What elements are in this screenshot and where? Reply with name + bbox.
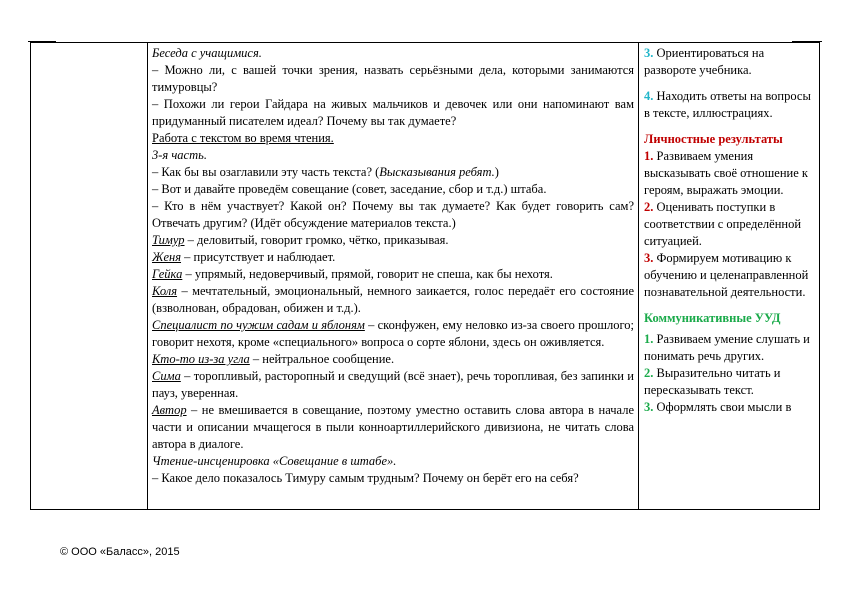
question-3: – Как бы вы озаглавили эту часть текста? (Высказывания ребят.) xyxy=(152,165,499,179)
teacher-activity-column xyxy=(147,43,639,509)
character-geika: Гейка – упрямый, недоверчивый, прямой, говорит не спеша, как бы нехотя. xyxy=(152,267,553,281)
character-someone: Кто-то из-за угла – нейтральное сообщение. xyxy=(152,352,395,366)
question-4: – Кто в нём участвует? Какой он? Почему вы так думаете? Как будет говорить сам? Отвечать другим? (Идёт обсуждение материалов текста.) xyxy=(152,199,634,230)
character-author: Автор – не вмешивается в совещание, поэтому уместно оставить слова автора в начале части и описании мчащегося в пыли конноартиллерийского дивизиона, не читать слова автора в диалоге. xyxy=(152,403,634,451)
question-1: – Можно ли, с вашей точки зрения, назвать серьёзными дела, которыми занимаются тимуровцы? xyxy=(152,63,634,94)
table-top-mark-right xyxy=(792,41,822,42)
copyright-footer: © ООО «Баласс», 2015 xyxy=(60,546,180,558)
meeting-line: – Вот и давайте проведём совещание (совет, заседание, сбор и т.д.) штаба. xyxy=(152,182,547,196)
communicative-item-2: 2. Выразительно читать и пересказывать текст. xyxy=(644,366,781,397)
personal-item-3: 3. Формируем мотивацию к обучению и целенаправленной познавательной деятельности. xyxy=(644,251,809,299)
conversation-heading: Беседа с учащимися. xyxy=(152,46,262,60)
communicative-item-3: 3. Оформлять свои мысли в xyxy=(644,400,792,414)
character-specialist: Специалист по чужим садам и яблоням – сконфужен, ему неловко из-за своего прошлого; говорит нехотя, кроме «специального» вопроса о сорте яблони, здесь он оживляется. xyxy=(152,318,634,349)
question-2: – Похожи ли герои Гайдара на живых мальчиков и девочек или они напоминают вам придуманный писателем идеал? Почему вы так думаете? xyxy=(152,97,634,128)
character-zhenya: Женя – присутствует и наблюдает. xyxy=(152,250,336,264)
cognitive-item-4: 4. Находить ответы на вопросы в тексте, иллюстрациях. xyxy=(644,89,811,120)
reading-work-heading: Работа с текстом во время чтения. xyxy=(152,131,334,145)
communicative-heading: Коммуникативные УУД xyxy=(644,311,781,325)
question-5: – Какое дело показалось Тимуру самым трудным? Почему он берёт его на себя? xyxy=(152,471,579,485)
communicative-item-1: 1. Развиваем умение слушать и понимать речь других. xyxy=(644,332,810,363)
personal-item-1: 1. Развиваем умения высказывать своё отношение к героям, выражать эмоции. xyxy=(644,149,808,197)
cognitive-item-3: 3. Ориентироваться на развороте учебника. xyxy=(644,46,765,77)
table-top-mark-left xyxy=(28,41,56,42)
character-kolya: Коля – мечтательный, эмоциональный, немного заикается, голос передаёт его состояние (взволнован, обрадован, обижен и т.д.). xyxy=(152,284,634,315)
part-3-heading: 3-я часть. xyxy=(152,148,207,162)
results-column xyxy=(639,43,820,509)
character-sima: Сима – торопливый, расторопный и сведущий (всё знает), речь торопливая, без запинки и пауз, уверенная. xyxy=(152,369,634,400)
lesson-table xyxy=(30,42,820,510)
character-timur: Тимур – деловитый, говорит громко, чётко, приказывая. xyxy=(152,233,449,247)
stage-column xyxy=(30,43,148,509)
personal-item-2: 2. Оценивать поступки в соответствии с определённой ситуацией. xyxy=(644,200,802,248)
personal-results-heading: Личностные результаты xyxy=(644,132,783,146)
staging-heading: Чтение-инсценировка «Совещание в штабе». xyxy=(152,454,397,468)
